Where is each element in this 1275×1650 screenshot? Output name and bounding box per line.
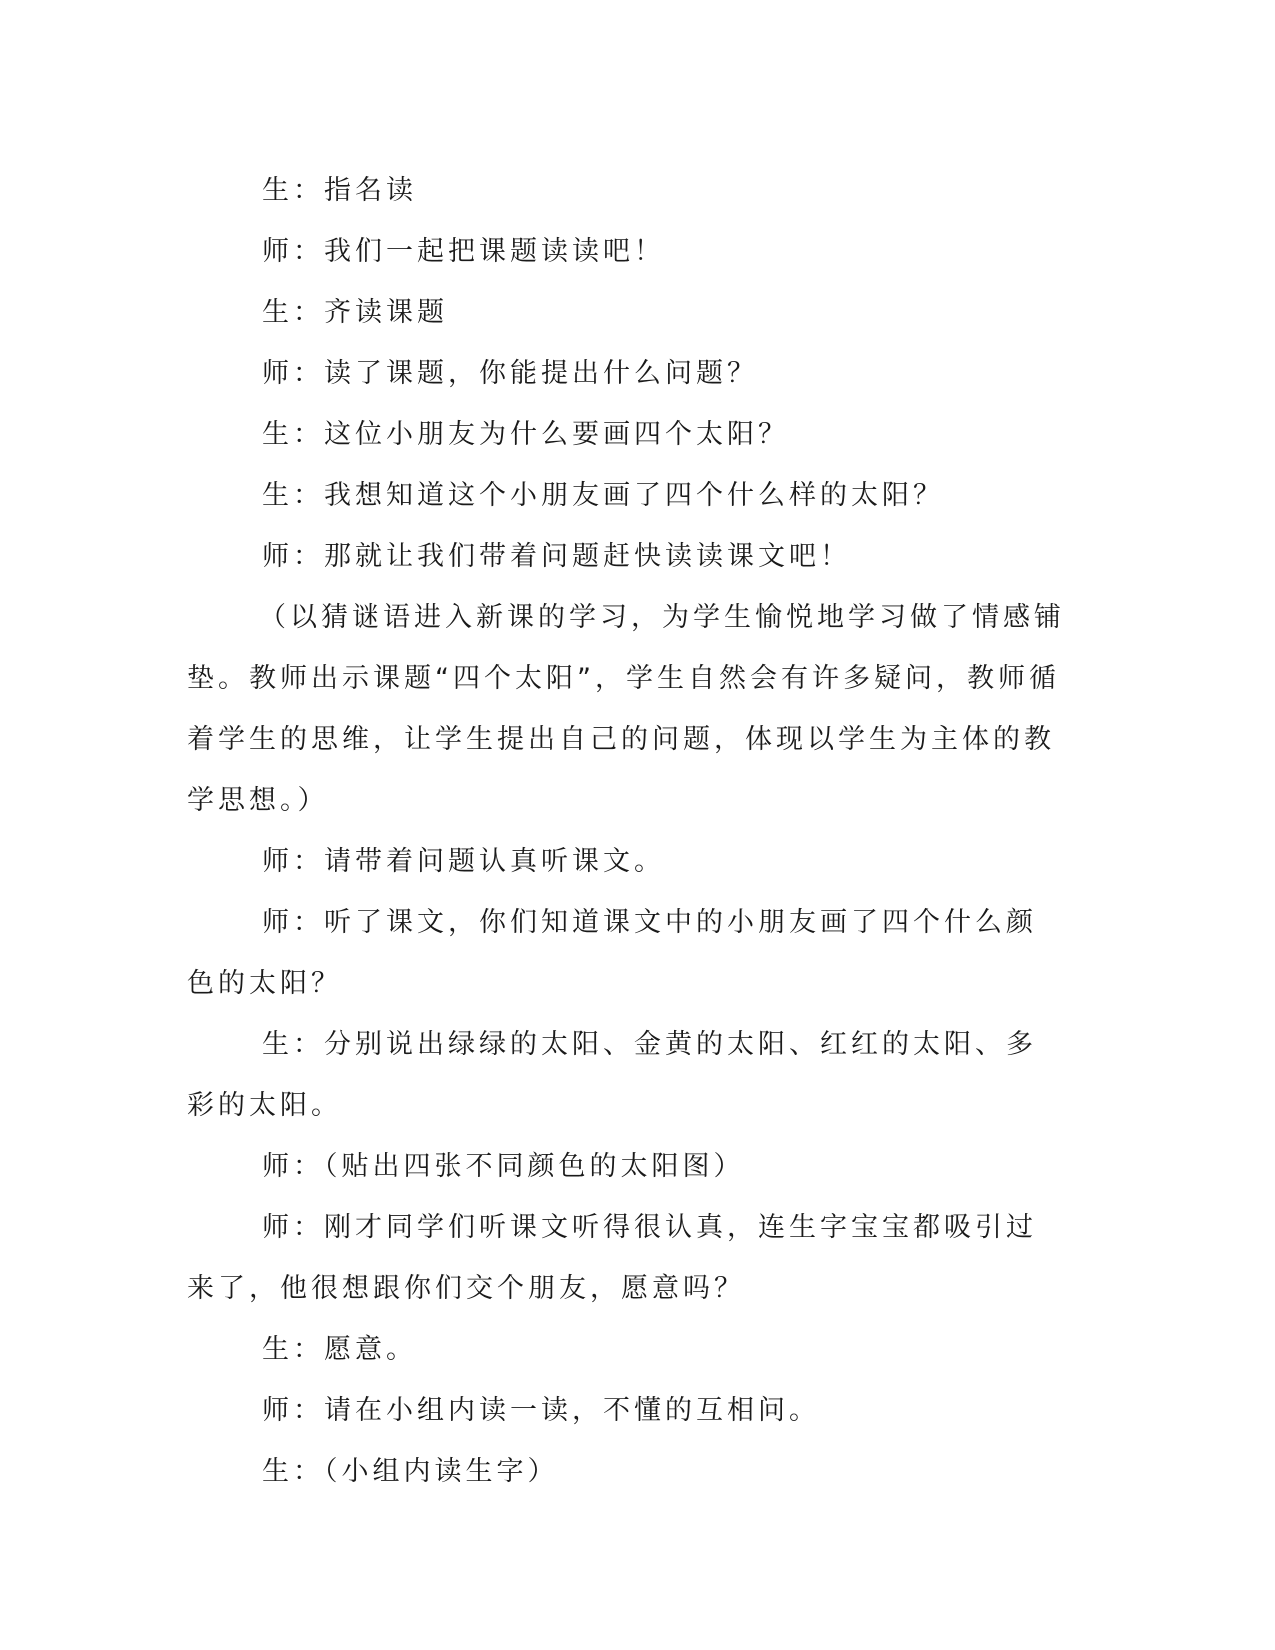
paragraph-student-name-read: 生：指名读: [262, 175, 417, 206]
paragraph-teacher-read-title: 师：我们一起把课题读读吧！: [262, 236, 665, 267]
paragraph-student-read-title: 生：齐读课题: [262, 297, 448, 328]
paragraph-teacher-read-text: 师：那就让我们带着问题赶快读读课文吧！: [262, 541, 851, 572]
paragraph-student-question-2: 生：我想知道这个小朋友画了四个什么样的太阳？: [262, 480, 944, 511]
paragraph-teacher-listen: 师：请带着问题认真听课文。: [262, 846, 665, 877]
paragraph-student-willing: 生：愿意。: [262, 1334, 417, 1365]
paragraph-student-group-read: 生：（小组内读生字）: [262, 1456, 559, 1487]
paragraph-teacher-colors-question: 师：听了课文，你们知道课文中的小朋友画了四个什么颜色的太阳？: [187, 907, 1037, 999]
paragraph-teacher-question: 师：读了课题，你能提出什么问题？: [262, 358, 758, 389]
paragraph-teacher-group-read: 师：请在小组内读一读，不懂的互相问。: [262, 1395, 820, 1426]
paragraph-student-question-1: 生：这位小朋友为什么要画四个太阳？: [262, 419, 789, 450]
paragraph-teaching-note: （以猜谜语进入新课的学习，为学生愉悦地学习做了情感铺垫。教师出示课题“四个太阳”，学生自然会有许多疑问，教师循着学生的思维，让学生提出自己的问题，体现以学生为主体的教学思想。）: [187, 602, 1065, 816]
document-body: [187, 160, 1067, 1502]
paragraph-student-colors-answer: 生：分别说出绿绿的太阳、金黄的太阳、红红的太阳、多彩的太阳。: [187, 1029, 1037, 1121]
paragraph-teacher-post-pictures: 师：（贴出四张不同颜色的太阳图）: [262, 1151, 745, 1182]
paragraph-teacher-new-words: 师：刚才同学们听课文听得很认真，连生字宝宝都吸引过来了，他很想跟你们交个朋友，愿意吗？: [187, 1212, 1037, 1304]
